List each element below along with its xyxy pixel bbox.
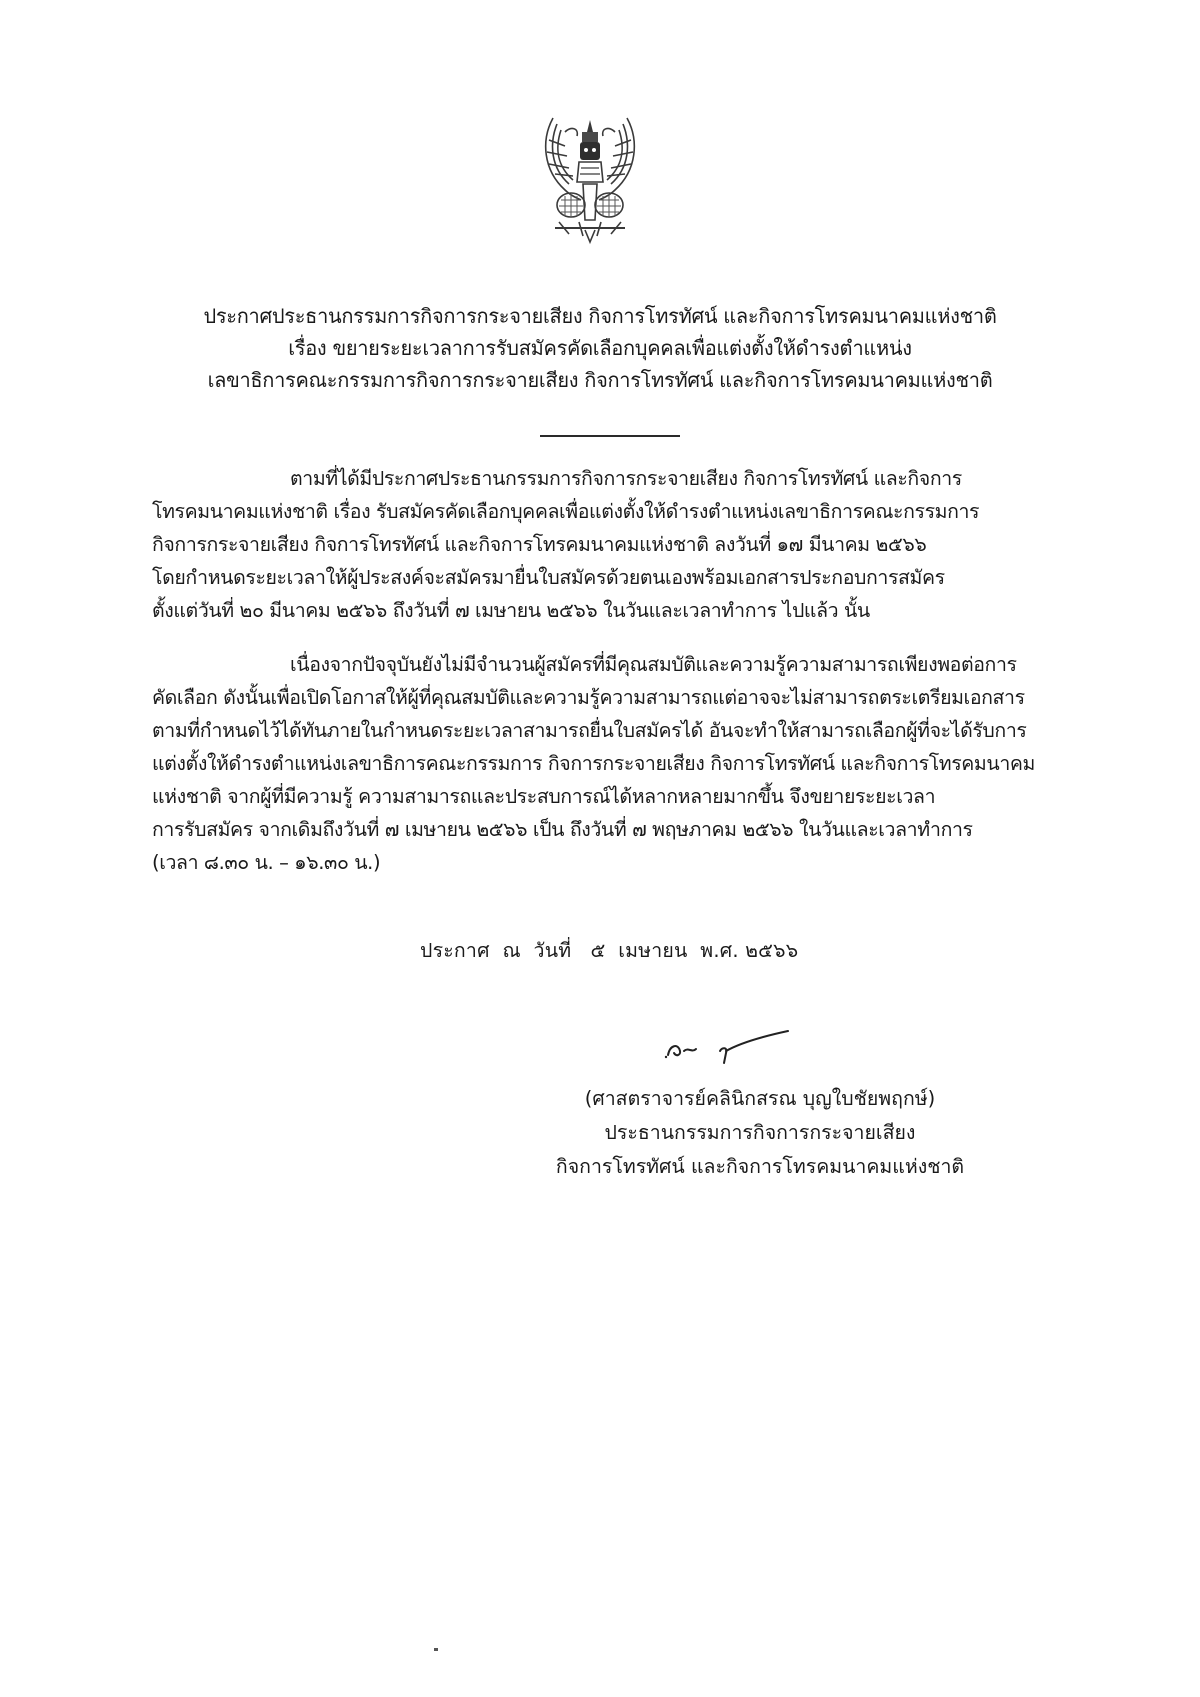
paragraph-line: คัดเลือก ดังนั้นเพื่อเปิดโอกาสให้ผู้ที่คุณสมบัติและความรู้ความสามารถแต่อาจจะไม่สามารถตระเตรียมเอกสาร xyxy=(152,686,1025,709)
signature-icon xyxy=(660,1025,800,1065)
announcement-date: ประกาศ ณ วันที่ ๕ เมษายน พ.ศ. ๒๕๖๖ xyxy=(420,939,799,962)
paragraph-1 xyxy=(152,462,1048,627)
paragraph-line: ตั้งแต่วันที่ ๒๐ มีนาคม ๒๕๖๖ ถึงวันที่ ๗ เมษายน ๒๕๖๖ ในวันและเวลาทำการ ไปแล้ว นั้น xyxy=(152,599,870,622)
paragraph-line: ตามที่ได้มีประกาศประธานกรรมการกิจการกระจายเสียง กิจการโทรทัศน์ และกิจการ xyxy=(290,467,962,490)
paragraph-line: แต่งตั้งให้ดำรงตำแหน่งเลขาธิการคณะกรรมการ กิจการกระจายเสียง กิจการโทรทัศน์ และกิจการโทรคมนาคม xyxy=(152,752,1035,775)
subject-line: เรื่อง ขยายระยะเวลาการรับสมัครคัดเลือกบุคคลเพื่อแต่งตั้งให้ดำรงตำแหน่ง xyxy=(288,336,912,360)
garuda-emblem-icon xyxy=(535,110,645,245)
paragraph-line: ตามที่กำหนดไว้ได้ทันภายในกำหนดระยะเวลาสามารถยื่นใบสมัครได้ อันจะทำให้สามารถเลือกผู้ที่จะได้รับการ xyxy=(152,719,1027,742)
paragraph-line: แห่งชาติ จากผู้ที่มีความรู้ ความสามารถและประสบการณ์ได้หลากหลายมากขึ้น จึงขยายระยะเวลา xyxy=(152,785,936,808)
paragraph-line: โทรคมนาคมแห่งชาติ เรื่อง รับสมัครคัดเลือกบุคคลเพื่อแต่งตั้งให้ดำรงตำแหน่งเลขาธิการคณะกรรมการ xyxy=(152,500,980,523)
signer-title: กิจการโทรทัศน์ และกิจการโทรคมนาคมแห่งชาติ xyxy=(555,1155,965,1178)
signer-title: ประธานกรรมการกิจการกระจายเสียง xyxy=(604,1121,916,1144)
paragraph-line: (เวลา ๘.๓๐ น. – ๑๖.๓๐ น.) xyxy=(152,851,381,874)
signer-name: (ศาสตราจารย์คลินิกสรณ บุญใบชัยพฤกษ์) xyxy=(584,1087,936,1110)
signer-block xyxy=(540,1082,980,1184)
paragraph-line: เนื่องจากปัจจุบันยังไม่มีจำนวนผู้สมัครที่มีคุณสมบัติและความรู้ความสามารถเพียงพอต่อการ xyxy=(290,653,1017,676)
title-divider xyxy=(540,435,680,437)
title-line: ประกาศประธานกรรมการกิจการกระจายเสียง กิจการโทรทัศน์ และกิจการโทรคมนาคมแห่งชาติ xyxy=(203,304,997,328)
paragraph-line: กิจการกระจายเสียง กิจการโทรทัศน์ และกิจการโทรคมนาคมแห่งชาติ ลงวันที่ ๑๗ มีนาคม ๒๕๖๖ xyxy=(152,533,927,556)
paragraph-line: การรับสมัคร จากเดิมถึงวันที่ ๗ เมษายน ๒๕๖๖ เป็น ถึงวันที่ ๗ พฤษภาคม ๒๕๖๖ ในวันและเวลาทำการ xyxy=(152,818,973,841)
title-line: เลขาธิการคณะกรรมการกิจการกระจายเสียง กิจการโทรทัศน์ และกิจการโทรคมนาคมแห่งชาติ xyxy=(207,368,993,392)
scan-artifact xyxy=(434,1648,438,1651)
paragraph-2 xyxy=(152,648,1048,879)
paragraph-line: โดยกำหนดระยะเวลาให้ผู้ประสงค์จะสมัครมายื่นใบสมัครด้วยตนเองพร้อมเอกสารประกอบการสมัคร xyxy=(152,566,945,589)
document-title xyxy=(150,300,1050,396)
